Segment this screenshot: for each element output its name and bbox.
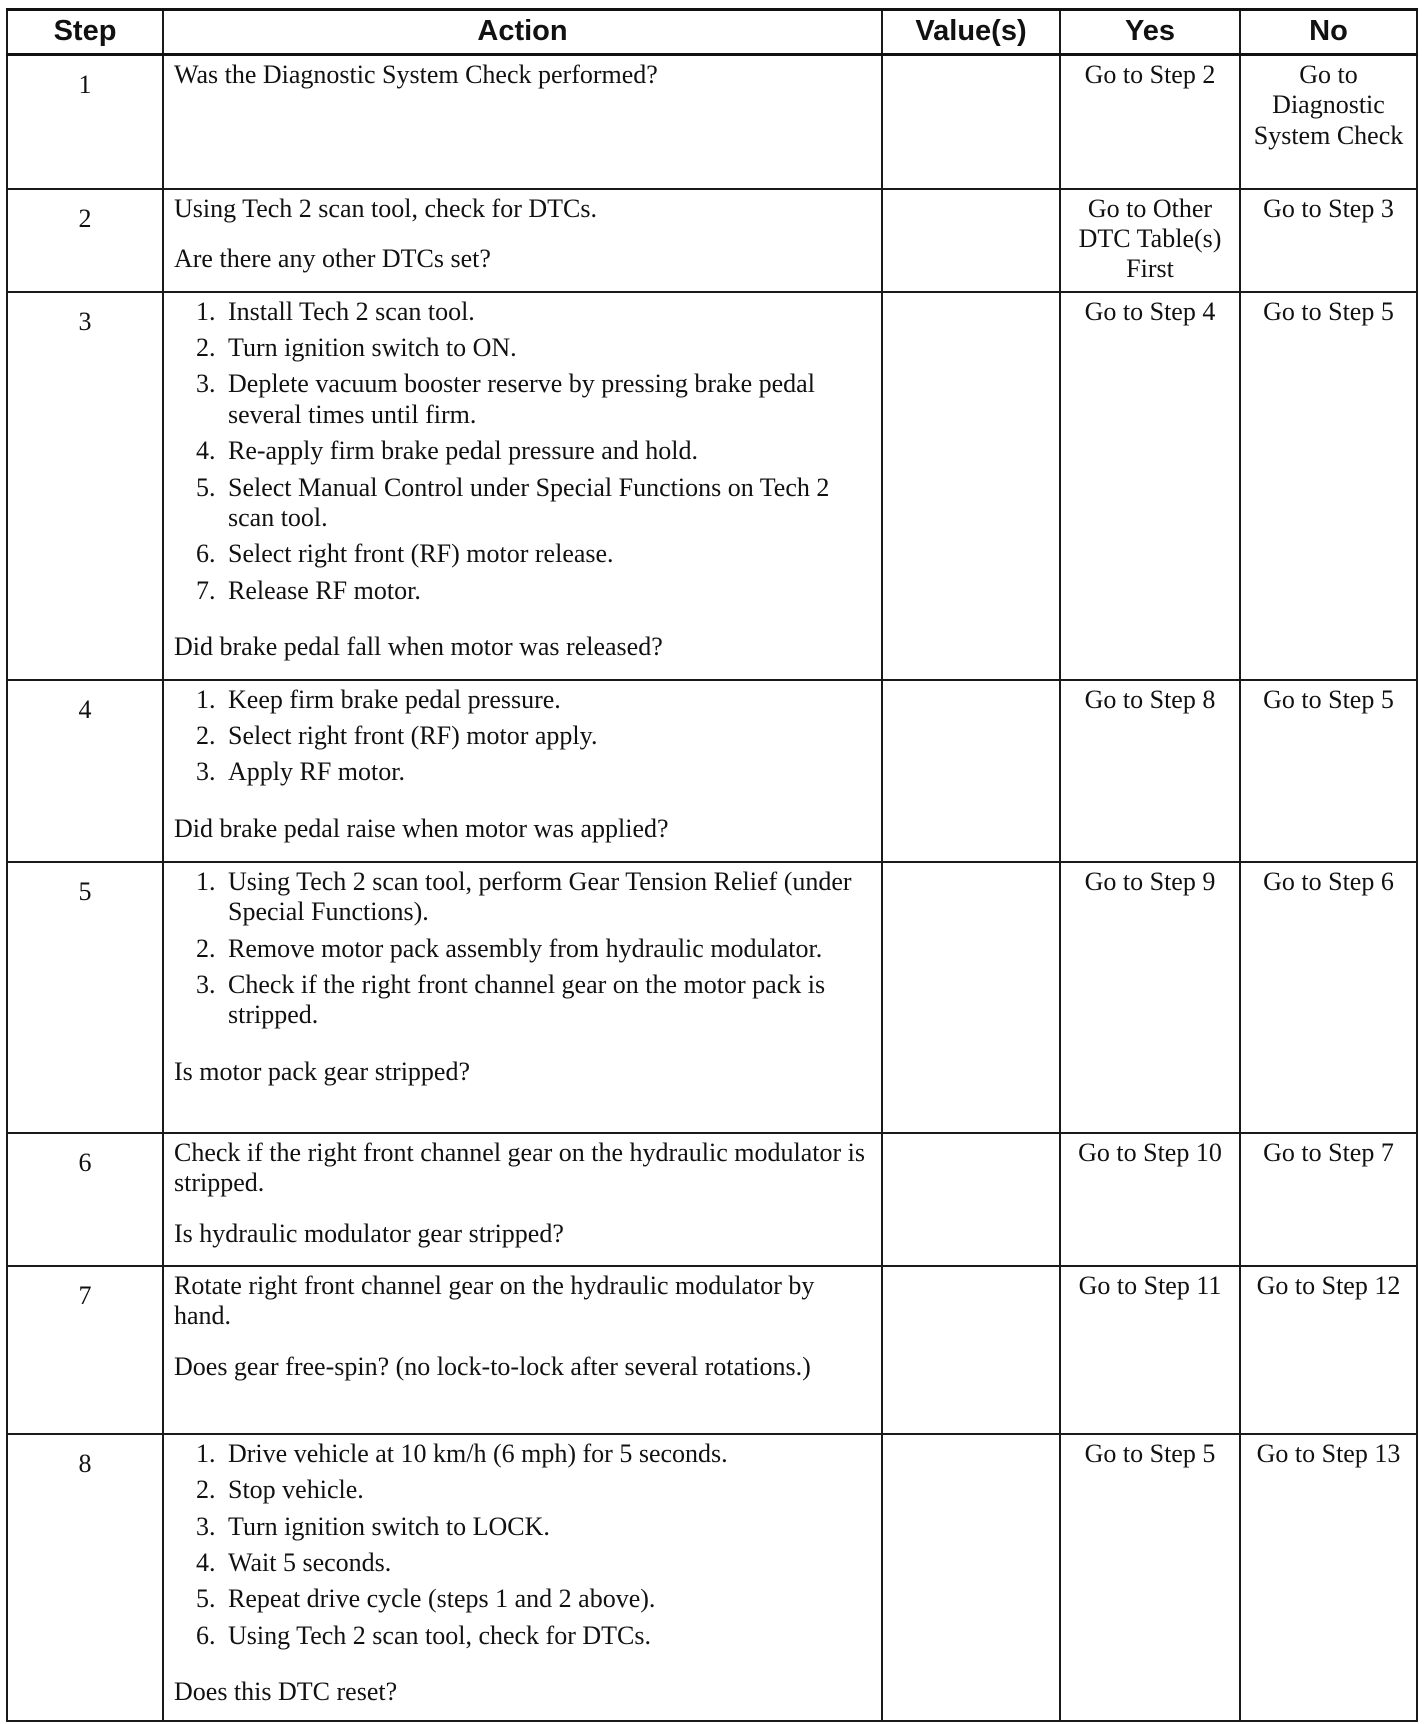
substep-text: Using Tech 2 scan tool, perform Gear Tension Relief (under Special Functions).: [228, 866, 852, 927]
substep-text: Re-apply firm brake pedal pressure and hold.: [228, 436, 699, 466]
no-action: Go to Step 3: [1240, 189, 1417, 292]
list-item: [196, 369, 875, 430]
no-action: Go to Step 5: [1240, 292, 1417, 680]
substep-text: Turn ignition switch to ON.: [228, 332, 517, 362]
step-number: 1: [7, 55, 163, 189]
action-question: Does this DTC reset?: [174, 1677, 398, 1707]
diagnostic-table: [6, 8, 1418, 1722]
list-item: [196, 721, 875, 751]
substep-text: Remove motor pack assembly from hydraulic modulator.: [228, 933, 823, 963]
substep-number: 3.: [196, 757, 216, 787]
action-question: Is motor pack gear stripped?: [174, 1056, 471, 1086]
value-cell: [882, 55, 1060, 189]
substep-text: Select right front (RF) motor apply.: [228, 721, 598, 751]
list-item: [196, 1439, 875, 1469]
step-number: 7: [7, 1266, 163, 1434]
step-number: 2: [7, 189, 163, 292]
substep-number: 3.: [196, 1511, 216, 1541]
list-item: [196, 297, 875, 327]
list-item: [196, 757, 875, 787]
substep-number: 2.: [196, 721, 216, 751]
action-cell: [163, 1266, 882, 1434]
substep-number: 1.: [196, 1438, 216, 1468]
substep-text: Release RF motor.: [228, 575, 421, 605]
substep-text: Select Manual Control under Special Functions on Tech 2 scan tool.: [228, 472, 830, 532]
action-question: Does gear free-spin? (no lock-to-lock after several rotations.): [174, 1351, 811, 1381]
table-row: [7, 1133, 1417, 1266]
action-question: Is hydraulic modulator gear stripped?: [174, 1218, 564, 1248]
step-number: 8: [7, 1434, 163, 1721]
substep-text: Stop vehicle.: [228, 1475, 364, 1505]
no-action: Go to Diagnostic System Check: [1240, 55, 1417, 189]
list-item: [196, 867, 875, 928]
action-cell: [163, 1434, 882, 1721]
substep-number: 1.: [196, 296, 216, 326]
value-cell: [882, 862, 1060, 1133]
substep-text: Install Tech 2 scan tool.: [228, 296, 475, 326]
substep-number: 7.: [196, 575, 216, 605]
header-yes: Yes: [1060, 10, 1240, 55]
value-cell: [882, 292, 1060, 680]
action-cell: [163, 292, 882, 680]
action-cell: [163, 862, 882, 1133]
substep-number: 2.: [196, 1475, 216, 1505]
action-question: Did brake pedal fall when motor was released?: [174, 632, 663, 662]
step-number: 6: [7, 1133, 163, 1266]
substep-number: 2.: [196, 933, 216, 963]
table-row: [7, 189, 1417, 292]
substep-text: Select right front (RF) motor release.: [228, 539, 614, 569]
no-action: Go to Step 13: [1240, 1434, 1417, 1721]
action-cell: [163, 680, 882, 862]
list-item: [196, 1512, 875, 1542]
substep-text: Keep firm brake pedal pressure.: [228, 684, 561, 714]
value-cell: [882, 1266, 1060, 1434]
value-cell: [882, 680, 1060, 862]
substep-text: Using Tech 2 scan tool, check for DTCs.: [228, 1620, 651, 1650]
list-item: [196, 970, 875, 1031]
list-item: [196, 539, 875, 569]
substep-number: 2.: [196, 332, 216, 362]
substep-number: 5.: [196, 472, 216, 502]
substep-number: 4.: [196, 1548, 216, 1578]
substep-list: [174, 867, 875, 1031]
yes-action: Go to Step 9: [1060, 862, 1240, 1133]
table-row: [7, 292, 1417, 680]
action-statement: Using Tech 2 scan tool, check for DTCs.: [174, 193, 597, 223]
action-statement: Was the Diagnostic System Check performed?: [174, 60, 658, 89]
table-row: [7, 55, 1417, 189]
list-item: [196, 1475, 875, 1505]
list-item: [196, 934, 875, 964]
header-action: Action: [163, 10, 882, 55]
list-item: [196, 436, 875, 466]
no-action: Go to Step 12: [1240, 1266, 1417, 1434]
table-row: [7, 680, 1417, 862]
substep-text: Deplete vacuum booster reserve by pressing brake pedal several times until firm.: [228, 369, 815, 429]
list-item: [196, 333, 875, 363]
action-cell: [163, 189, 882, 292]
yes-action: Go to Step 10: [1060, 1133, 1240, 1266]
substep-number: 3.: [196, 969, 216, 999]
list-item: [196, 1548, 875, 1578]
action-statement: Rotate right front channel gear on the hydraulic modulator by hand.: [174, 1270, 815, 1331]
substep-text: Apply RF motor.: [228, 757, 405, 787]
action-statement: Check if the right front channel gear on the hydraulic modulator is stripped.: [174, 1137, 865, 1198]
table-row: [7, 862, 1417, 1133]
substep-text: Repeat drive cycle (steps 1 and 2 above).: [228, 1584, 656, 1614]
substep-text: Check if the right front channel gear on the motor pack is stripped.: [228, 969, 826, 1030]
list-item: [196, 1584, 875, 1614]
substep-text: Turn ignition switch to LOCK.: [228, 1511, 550, 1541]
substep-list: [174, 297, 875, 607]
action-cell: [163, 1133, 882, 1266]
header-no: No: [1240, 10, 1417, 55]
action-question: Are there any other DTCs set?: [174, 243, 491, 273]
no-action: Go to Step 5: [1240, 680, 1417, 862]
list-item: [196, 576, 875, 606]
header-step: Step: [7, 10, 163, 55]
action-cell: [163, 55, 882, 189]
yes-action: Go to Other DTC Table(s) First: [1060, 189, 1240, 292]
list-item: [196, 1621, 875, 1651]
list-item: [196, 685, 875, 715]
substep-number: 1.: [196, 866, 216, 896]
value-cell: [882, 1434, 1060, 1721]
yes-action: Go to Step 11: [1060, 1266, 1240, 1434]
value-cell: [882, 189, 1060, 292]
header-values: Value(s): [882, 10, 1060, 55]
substep-number: 6.: [196, 539, 216, 569]
step-number: 4: [7, 680, 163, 862]
substep-number: 3.: [196, 369, 216, 399]
yes-action: Go to Step 2: [1060, 55, 1240, 189]
substep-number: 1.: [196, 684, 216, 714]
table-row: [7, 1434, 1417, 1721]
table-row: [7, 1266, 1417, 1434]
substep-list: [174, 1439, 875, 1651]
step-number: 3: [7, 292, 163, 680]
list-item: [196, 473, 875, 534]
header-row: [7, 10, 1417, 55]
yes-action: Go to Step 8: [1060, 680, 1240, 862]
no-action: Go to Step 7: [1240, 1133, 1417, 1266]
substep-number: 5.: [196, 1584, 216, 1614]
step-number: 5: [7, 862, 163, 1133]
substep-number: 6.: [196, 1620, 216, 1650]
no-action: Go to Step 6: [1240, 862, 1417, 1133]
substep-text: Wait 5 seconds.: [228, 1548, 392, 1578]
yes-action: Go to Step 4: [1060, 292, 1240, 680]
substep-text: Drive vehicle at 10 km/h (6 mph) for 5 seconds.: [228, 1438, 728, 1468]
yes-action: Go to Step 5: [1060, 1434, 1240, 1721]
action-question: Did brake pedal raise when motor was applied?: [174, 813, 669, 843]
substep-number: 4.: [196, 436, 216, 466]
substep-list: [174, 685, 875, 788]
value-cell: [882, 1133, 1060, 1266]
